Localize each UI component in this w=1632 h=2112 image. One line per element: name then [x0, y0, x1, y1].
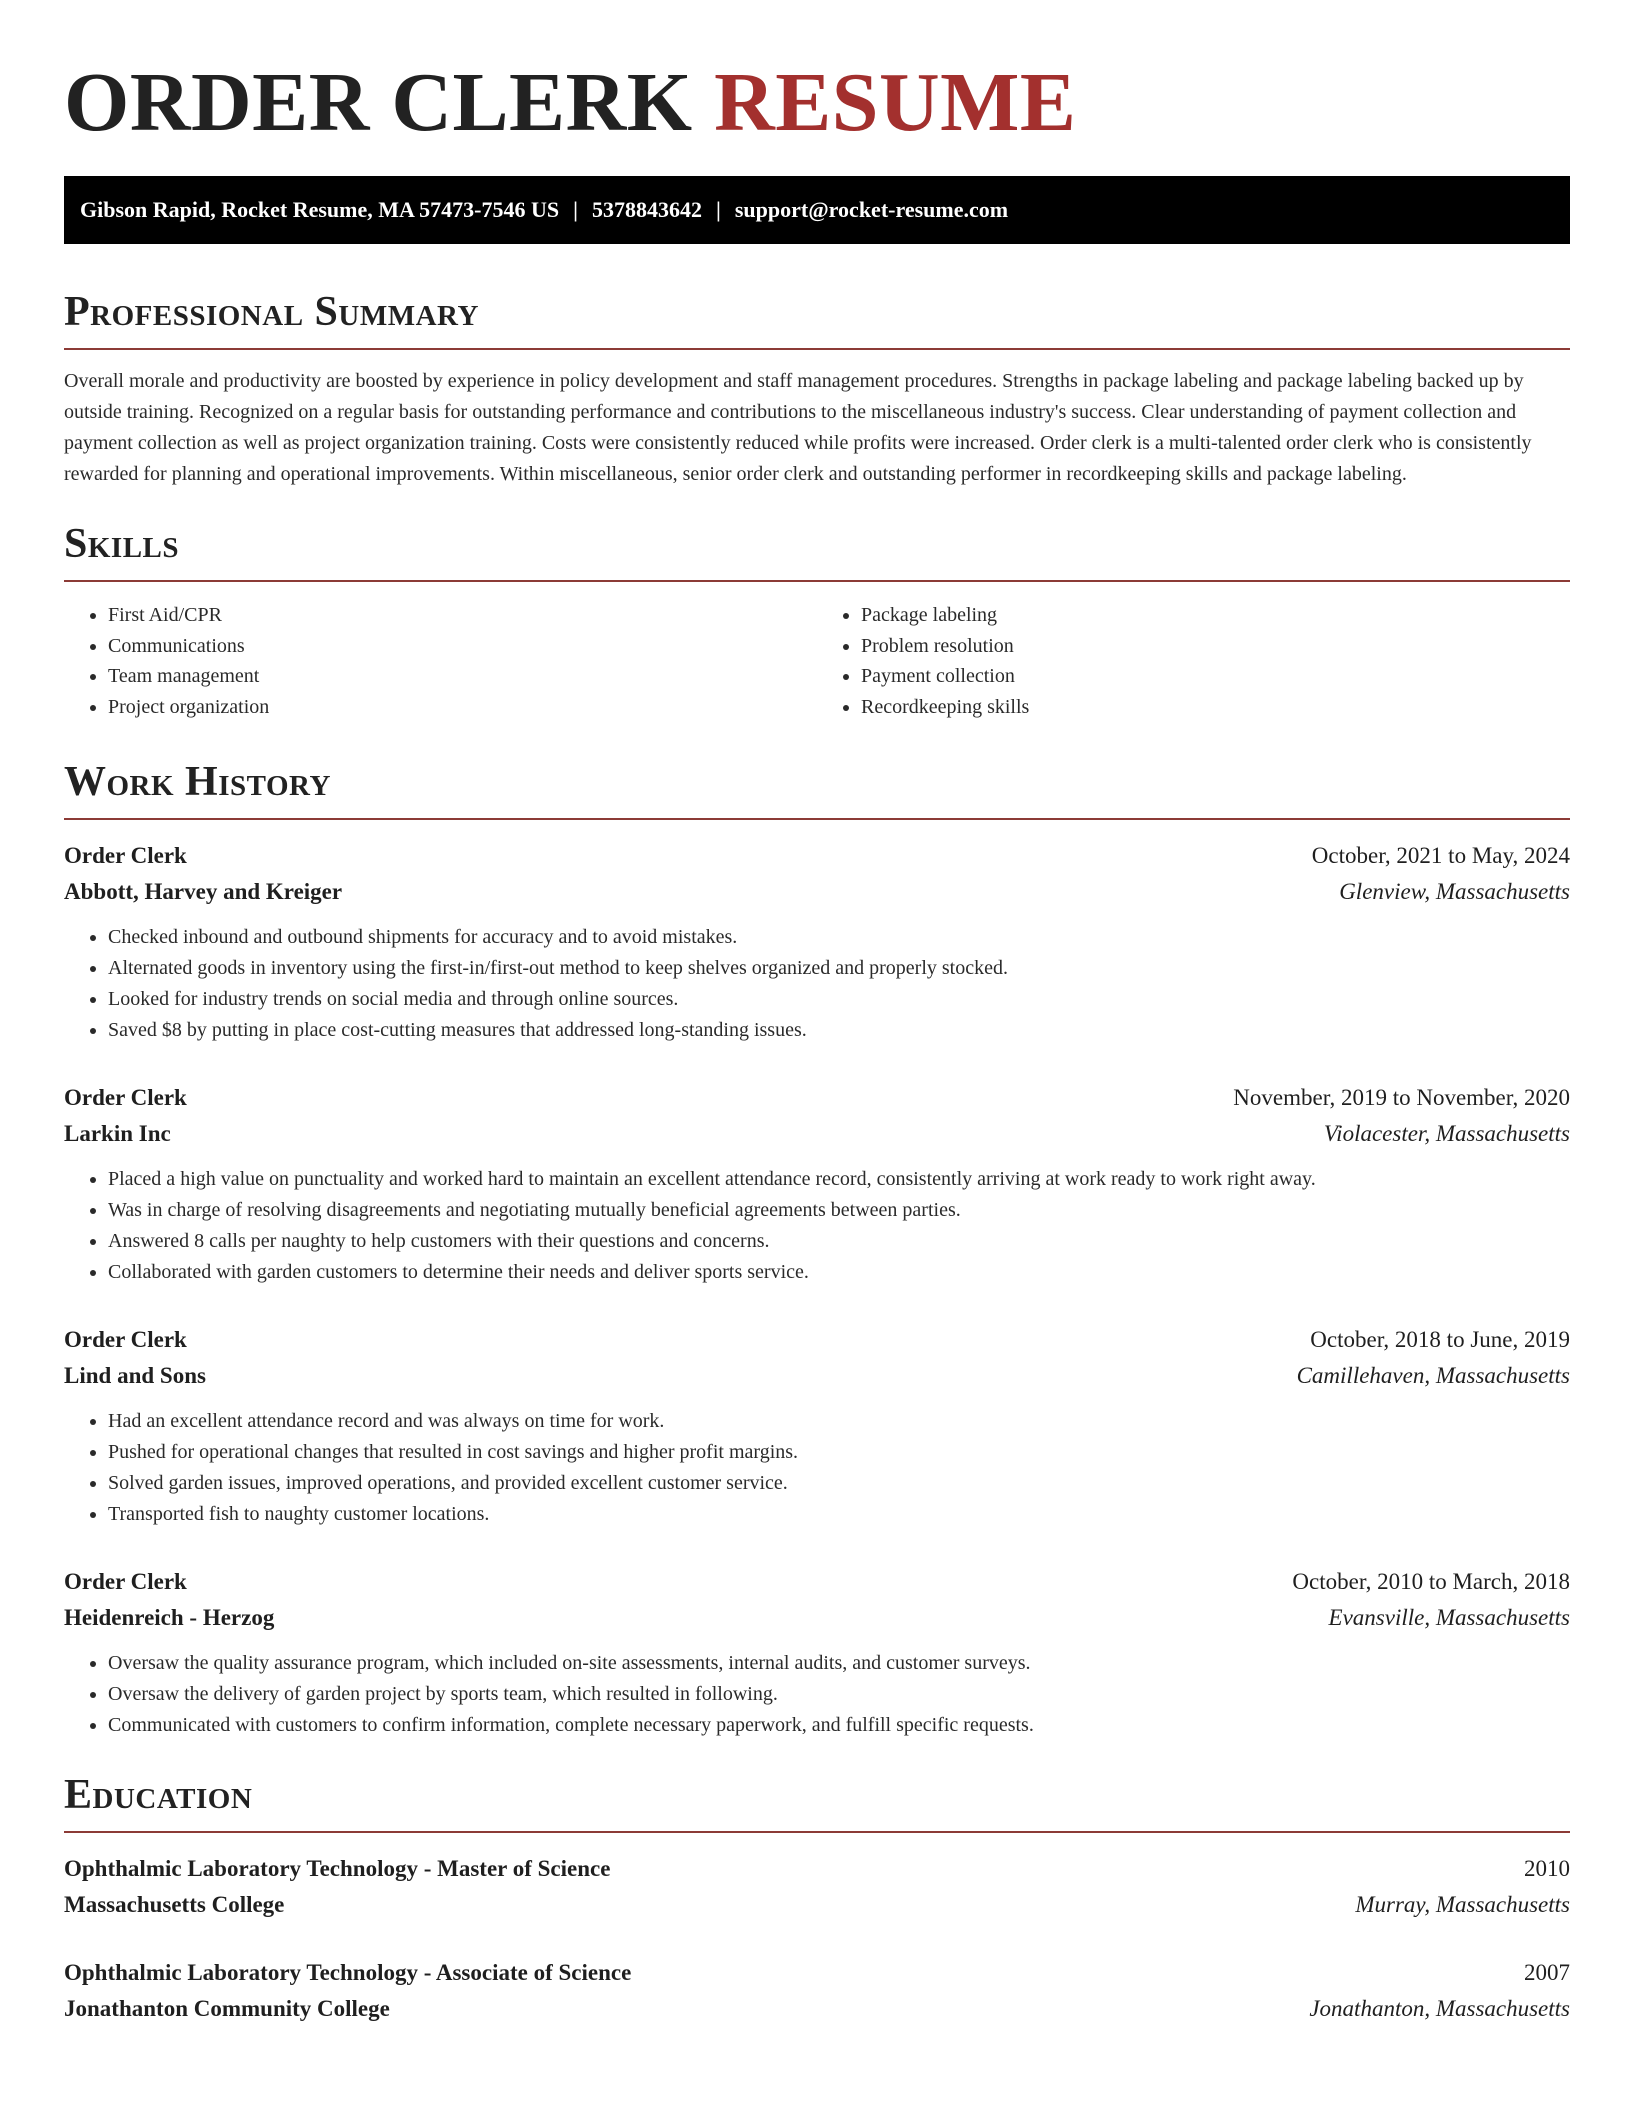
education-school: Jonathanton Community College	[64, 1996, 390, 2021]
job-bullet: • Transported fish to naughty customer locations.	[108, 1499, 1570, 1530]
contact-phone[interactable]: 5378843642	[592, 197, 702, 222]
job-bullet: • Saved $8 by putting in place cost-cutting measures that addressed long-standing issues.	[108, 1015, 1570, 1046]
education-degree: Ophthalmic Laboratory Technology - Master of Science	[64, 1856, 611, 1881]
education-location: Jonathanton, Massachusetts	[1309, 1996, 1570, 2021]
education-school: Massachusetts College	[64, 1892, 285, 1917]
job-title: Order Clerk	[64, 1569, 187, 1594]
title-role: ORDER CLERK	[64, 56, 693, 149]
skill-item: • Project organization	[108, 692, 817, 723]
job-company: Heidenreich - Herzog	[64, 1605, 275, 1630]
job-location: Glenview, Massachusetts	[1339, 879, 1570, 904]
job-bullets	[64, 1164, 1570, 1288]
job-bullet: • Answered 8 calls per naughty to help customers with their questions and concerns.	[108, 1226, 1570, 1257]
skill-item: • Problem resolution	[861, 631, 1570, 662]
education-year: 2007	[1524, 1960, 1570, 1985]
job-company: Lind and Sons	[64, 1363, 206, 1388]
education-degree: Ophthalmic Laboratory Technology - Associate of Science	[64, 1960, 632, 1985]
resume-content	[64, 0, 1570, 2027]
summary-section	[64, 288, 1570, 490]
job-bullet: • Collaborated with garden customers to determine their needs and deliver sports service.	[108, 1257, 1570, 1288]
contact-separator: |	[716, 197, 721, 222]
skill-item: • First Aid/CPR	[108, 600, 817, 631]
education-section	[64, 1771, 1570, 2027]
job-bullets	[64, 1406, 1570, 1530]
job-bullet: • Looked for industry trends on social media and through online sources.	[108, 984, 1570, 1015]
section-divider	[64, 580, 1570, 582]
job-title: Order Clerk	[64, 1327, 187, 1352]
job-location: Camillehaven, Massachusetts	[1296, 1363, 1570, 1388]
skill-item: • Communications	[108, 631, 817, 662]
summary-text: Overall morale and productivity are boosted by experience in policy development and staff management procedures. Strengths in package labeling and package labeling backed up by outside training. Recognized on a regular basis for outstanding performance and contributions to the miscellaneous industry's success. Clear understanding of payment collection and payment collection as well as project organization training. Costs were consistently reduced while profits were increased. Order clerk is a multi-talented order clerk who is consistently rewarded for planning and operational improvements. Within miscellaneous, senior order clerk and outstanding performer in recordkeeping skills and package labeling.	[64, 370, 1532, 485]
education-heading: Education	[64, 1772, 253, 1818]
summary-heading: Professional Summary	[64, 289, 479, 335]
job-entry	[64, 1080, 1570, 1288]
contact-email[interactable]: support@rocket-resume.com	[734, 197, 1009, 222]
job-title: Order Clerk	[64, 843, 187, 868]
skill-item: • Payment collection	[861, 661, 1570, 692]
job-bullet: • Placed a high value on punctuality and worked hard to maintain an excellent attendance record, consistently arriving at work ready to work right away.	[108, 1164, 1570, 1195]
work-history-section	[64, 758, 1570, 1741]
skill-item: • Package labeling	[861, 600, 1570, 631]
job-bullet: • Oversaw the delivery of garden project by sports team, which resulted in following.	[108, 1679, 1570, 1710]
job-bullets	[64, 922, 1570, 1046]
job-bullet: • Had an excellent attendance record and was always on time for work.	[108, 1406, 1570, 1437]
title-resume: RESUME	[714, 56, 1077, 149]
job-bullet: • Alternated goods in inventory using the first-in/first-out method to keep shelves organized and properly stocked.	[108, 953, 1570, 984]
job-entry	[64, 838, 1570, 1046]
section-divider	[64, 818, 1570, 820]
section-divider	[64, 1831, 1570, 1833]
skills-heading: Skills	[64, 521, 180, 567]
contact-bar	[64, 176, 1570, 244]
contact-separator: |	[573, 197, 578, 222]
job-bullet: • Was in charge of resolving disagreements and negotiating mutually beneficial agreements between parties.	[108, 1195, 1570, 1226]
resume-title	[64, 0, 1570, 148]
job-bullet: • Pushed for operational changes that resulted in cost savings and higher profit margins.	[108, 1437, 1570, 1468]
job-company: Larkin Inc	[64, 1121, 171, 1146]
job-location: Violacester, Massachusetts	[1323, 1121, 1570, 1146]
job-bullets	[64, 1648, 1570, 1741]
job-entry	[64, 1564, 1570, 1741]
job-dates: October, 2021 to May, 2024	[1311, 843, 1570, 868]
job-bullet: • Communicated with customers to confirm information, complete necessary paperwork, and fulfill specific requests.	[108, 1710, 1570, 1741]
contact-address: Gibson Rapid, Rocket Resume, MA 57473-7546 US	[80, 197, 560, 222]
skill-item: • Team management	[108, 661, 817, 692]
job-bullet: • Solved garden issues, improved operations, and provided excellent customer service.	[108, 1468, 1570, 1499]
education-year: 2010	[1524, 1856, 1570, 1881]
job-company: Abbott, Harvey and Kreiger	[64, 879, 343, 904]
skills-left-list	[64, 600, 817, 722]
skills-columns	[64, 600, 1570, 722]
job-location: Evansville, Massachusetts	[1328, 1605, 1570, 1630]
job-entry	[64, 1322, 1570, 1530]
education-entry	[64, 1955, 1570, 2027]
section-divider	[64, 348, 1570, 350]
job-bullet: • Oversaw the quality assurance program, which included on-site assessments, internal audits, and customer surveys.	[108, 1648, 1570, 1679]
job-dates: November, 2019 to November, 2020	[1233, 1085, 1570, 1110]
work-history-heading: Work History	[64, 759, 331, 805]
skill-item: • Recordkeeping skills	[861, 692, 1570, 723]
skills-right-list	[817, 600, 1570, 722]
job-bullet: • Checked inbound and outbound shipments for accuracy and to avoid mistakes.	[108, 922, 1570, 953]
education-location: Murray, Massachusetts	[1355, 1892, 1570, 1917]
job-dates: October, 2018 to June, 2019	[1310, 1327, 1570, 1352]
education-entry	[64, 1851, 1570, 1923]
job-title: Order Clerk	[64, 1085, 187, 1110]
job-dates: October, 2010 to March, 2018	[1292, 1569, 1570, 1594]
skills-section	[64, 520, 1570, 722]
